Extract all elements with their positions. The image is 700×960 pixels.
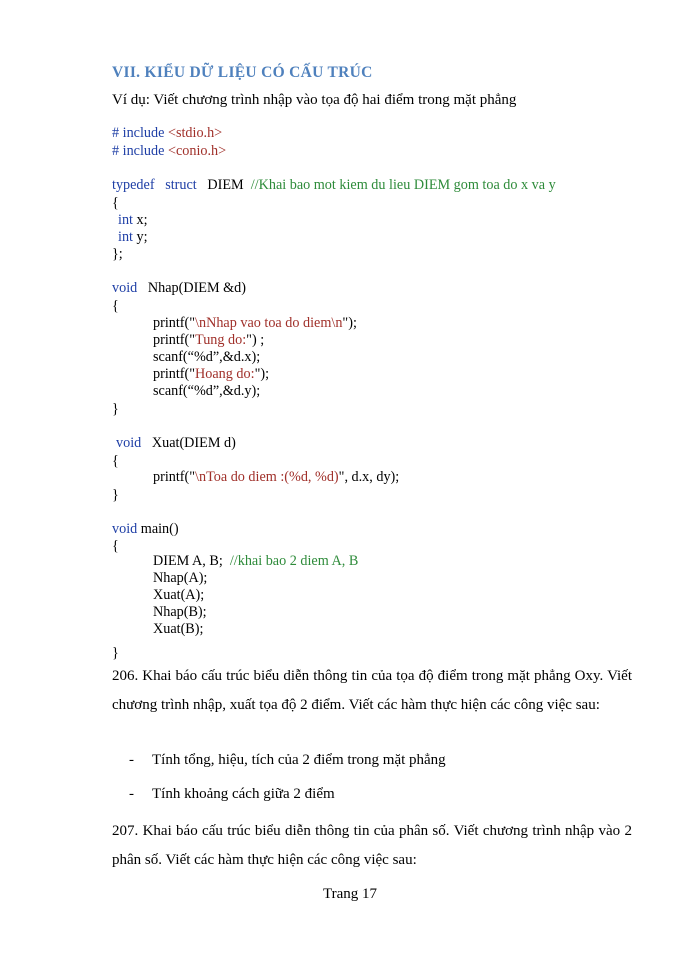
bullet-text: Tính khoảng cách giữa 2 điểm [152, 786, 335, 802]
code-xuat-line-1 [153, 468, 399, 486]
code-include-conio [112, 142, 226, 160]
code-nhap-line-4 [153, 365, 269, 383]
code-main-line-3: Xuat(A); [153, 587, 205, 603]
code-brace: } [112, 645, 119, 661]
keyword-int: int [118, 212, 133, 228]
code-brace: { [112, 298, 119, 314]
example-intro: Ví dụ: Viết chương trình nhập vào tọa độ hai điểm trong mặt phẳng [112, 92, 517, 108]
code-text: ") ; [246, 332, 265, 348]
include-header: <conio.h> [167, 143, 227, 159]
code-text: printf(" [153, 366, 196, 382]
keyword-void: void [112, 521, 138, 537]
code-field-y [118, 228, 148, 246]
string-literal: Hoang do: [195, 366, 255, 382]
code-brace: { [112, 453, 119, 469]
code-typedef-line [112, 176, 556, 194]
code-text: printf(" [153, 469, 196, 485]
code-brace: } [112, 401, 119, 417]
code-brace: { [112, 538, 119, 554]
struct-name: DIEM [207, 177, 244, 193]
function-signature: Nhap(DIEM &d) [147, 280, 246, 296]
string-literal: \nNhap vao toa do diem\n [195, 315, 343, 331]
code-xuat-signature [116, 434, 236, 452]
code-brace: } [112, 487, 119, 503]
code-main-line-4: Nhap(B); [153, 604, 207, 620]
code-nhap-line-3: scanf(“%d”,&d.x); [153, 349, 261, 365]
field-rest: y; [132, 229, 148, 245]
function-signature: Xuat(DIEM d) [151, 435, 236, 451]
bullet-dash: - [129, 786, 134, 802]
exercise-206: 206. Khai báo cấu trúc biểu diễn thông tin của tọa độ điểm trong mặt phẳng Oxy. Viết chương trình nhập, xuất tọa độ 2 điểm. Viết các hàm thực hiện các công việc sau: [112, 668, 632, 713]
code-text: DIEM A, B; [153, 553, 230, 569]
string-literal: \nToa do diem :(%d, %d) [195, 469, 339, 485]
code-comment: //khai bao 2 diem A, B [229, 553, 359, 569]
keyword-int: int [118, 229, 133, 245]
bullet-text: Tính tổng, hiệu, tích của 2 điểm trong mặt phẳng [152, 752, 446, 768]
keyword-typedef: typedef [112, 177, 155, 193]
keyword-void: void [116, 435, 142, 451]
code-nhap-line-2 [153, 331, 264, 349]
include-directive: # include [112, 125, 168, 141]
bullet-dash: - [129, 752, 134, 768]
field-rest: x; [132, 212, 148, 228]
code-comment: //Khai bao mot kiem du lieu DIEM gom toa do x va y [250, 177, 556, 193]
include-header: <stdio.h> [167, 125, 223, 141]
page-number: Trang 17 [322, 886, 378, 902]
code-main-line-2: Nhap(A); [153, 570, 208, 586]
string-literal: Tung do: [195, 332, 247, 348]
code-text: "); [342, 315, 357, 331]
code-nhap-line-1 [153, 314, 357, 332]
include-directive: # include [112, 143, 168, 159]
code-field-x [118, 211, 148, 229]
section-heading: VII. KIỂU DỮ LIỆU CÓ CẤU TRÚC [112, 64, 373, 81]
code-text: "); [254, 366, 270, 382]
code-main-line-5: Xuat(B); [153, 621, 204, 637]
exercise-207: 207. Khai báo cấu trúc biểu diễn thông tin của phân số. Viết chương trình nhập vào 2 phân số. Viết các hàm thực hiện các công việc sau: [112, 823, 632, 868]
keyword-struct: struct [165, 177, 197, 193]
function-signature: main() [137, 521, 179, 537]
code-include-stdio [112, 124, 222, 142]
code-struct-close: }; [112, 246, 123, 262]
code-main-line-1 [153, 552, 358, 570]
code-main-signature [112, 520, 179, 538]
code-nhap-signature [112, 279, 246, 297]
code-text: printf(" [153, 332, 196, 348]
keyword-void: void [112, 280, 138, 296]
code-brace: { [112, 195, 119, 211]
code-text: printf(" [153, 315, 196, 331]
code-text: ", d.x, dy); [338, 469, 400, 485]
code-nhap-line-5: scanf(“%d”,&d.y); [153, 383, 261, 399]
